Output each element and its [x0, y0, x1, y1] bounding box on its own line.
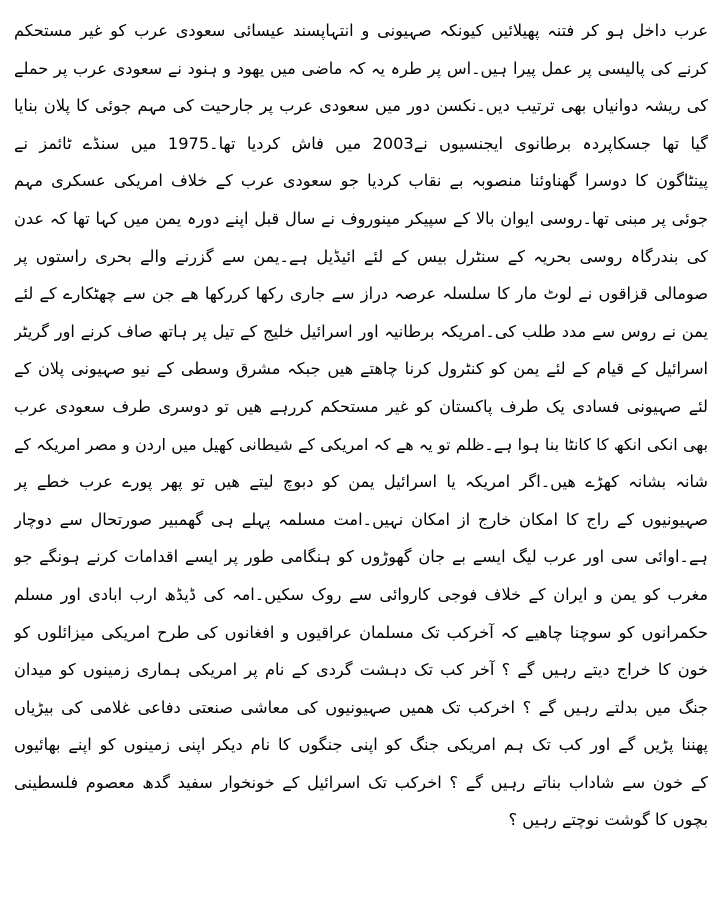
text-line-9: یمن نے روس سے مدد طلب کی۔امریکہ برطانیہ اور اسرائیل خلیج کے تیل پر ہاتھ صاف کرنے اور گریٹر [14, 321, 708, 341]
text-line-11: لئے صہیونی فسادی یک طرف پاکستان کو غیر مستحکم کررہے ھیں تو دوسری طرف سعودی عرب [14, 396, 708, 416]
text-line-5: پینٹاگون کا دوسرا گھناوئنا منصوبہ بے نقاب کردیا جو سعودی عرب کے خلاف امریکی عسکری مہم [14, 171, 708, 191]
text-line-14: صہیونیوں کے راج کا امکان خارج از امکان نہیں۔امت مسلمہ پہلے ہی گھمبیر صورتحال سے دوچار [14, 509, 708, 529]
text-line-10: اسرائیل کے قیام کے لئے یمن کو کنٹرول کرنا چاھتے ھیں جبکہ مشرق وسطی کے نیو صہیونی پلان کے [14, 359, 708, 379]
text-line-1: عرب داخل ہو کر فتنہ پھیلائیں کیونکہ صہیونی و انتہاپسند عیسائی سعودی عرب کو غیر مستحکم [14, 21, 708, 40]
text-line-22: بچوں کا گوشت نوچتے رہیں ؟ [508, 810, 708, 830]
text-line-4: گیا تھا جسکاپردہ برطانوی ایجنسیوں نے2003 میں فاش کردیا تھا۔1975 میں سنڈے ٹائمز نے [14, 133, 708, 153]
article-body [14, 12, 708, 839]
text-line-3: کی ریشہ دوانیاں بھی ترتیب دیں۔نکسن دور میں سعودی عرب پر جارحیت کی مہم جوئی کا پلان بنایا [14, 96, 708, 116]
text-line-7: کی بندرگاہ روسی بحریہ کے سنٹرل بیس کے لئے ائیڈیل ہے۔یمن سے گزرنے والے بحری راستوں پر [14, 246, 708, 266]
text-line-8: صومالی قزاقوں نے لوٹ مار کا سلسلہ عرصہ دراز سے جاری رکھا کررکھا ھے جن سے چھٹکارے کے لئے [14, 284, 708, 304]
text-line-19: جنگ میں بدلتے رہیں گے ؟ اخرکب تک ھمیں صہیونیوں کی معاشی صنعتی دفاعی غلامی کی بیڑیاں [14, 697, 708, 717]
text-line-20: پھننا پڑیں گے اور کب تک ہم امریکی جنگ کو اپنی جنگوں کا نام دیکر اپنی زمینوں کو اپنے بھائیوں [14, 735, 708, 755]
text-line-16: مغرب کو یمن و ایران کے خلاف فوجی کاروائی سے روک سکیں۔امہ کی ڈیڈھ ارب ابادی اور مسلم [14, 584, 708, 604]
text-line-2: کرنے کی پالیسی پر عمل پیرا ہیں۔اس پر طرہ یہ کہ ماضی میں یھود و ہنود نے سعودی عرب پر حملے [14, 58, 708, 78]
text-line-17: حکمرانوں کو سوچنا چاھیے کہ آخرکب تک مسلمان عراقیوں و افغانوں کی طرح امریکی میزائلوں کو [14, 622, 708, 642]
text-line-15: ہے۔اوائی سی اور عرب لیگ ایسے بے جان گھوڑوں کو ہنگامی طور پر ایسے اقدامات کرنے ہونگے جو [14, 547, 708, 567]
text-line-6: جوئی پر مبنی تھا۔روسی ایوان بالا کے سپیکر مینوروف نے سال قبل اپنے دورہ یمن میں کہا تھا کہ عدن [14, 208, 708, 228]
text-line-12: بھی انکی انکھ کا کانٹا بنا ہوا ہے۔ظلم تو یہ ھے کہ امریکی کے شیطانی کھیل میں اردن و مصر امریکہ کے [14, 434, 708, 454]
text-line-13: شانہ بشانہ کھڑے ھیں۔اگر امریکہ یا اسرائیل یمن کو دبوچ لیتے ھیں تو پھر پورے عرب خطے پر [14, 472, 708, 492]
text-line-21: کے خون سے شاداب بناتے رہیں گے ؟ اخرکب تک اسرائیل کے خونخوار سفید گدھ معصوم فلسطینی [14, 772, 708, 792]
text-line-18: خون کا خراج دیتے رہیں گے ؟ آخر کب تک دہشت گردی کے نام پر امریکی ہماری زمینوں کو میدان [14, 660, 708, 680]
